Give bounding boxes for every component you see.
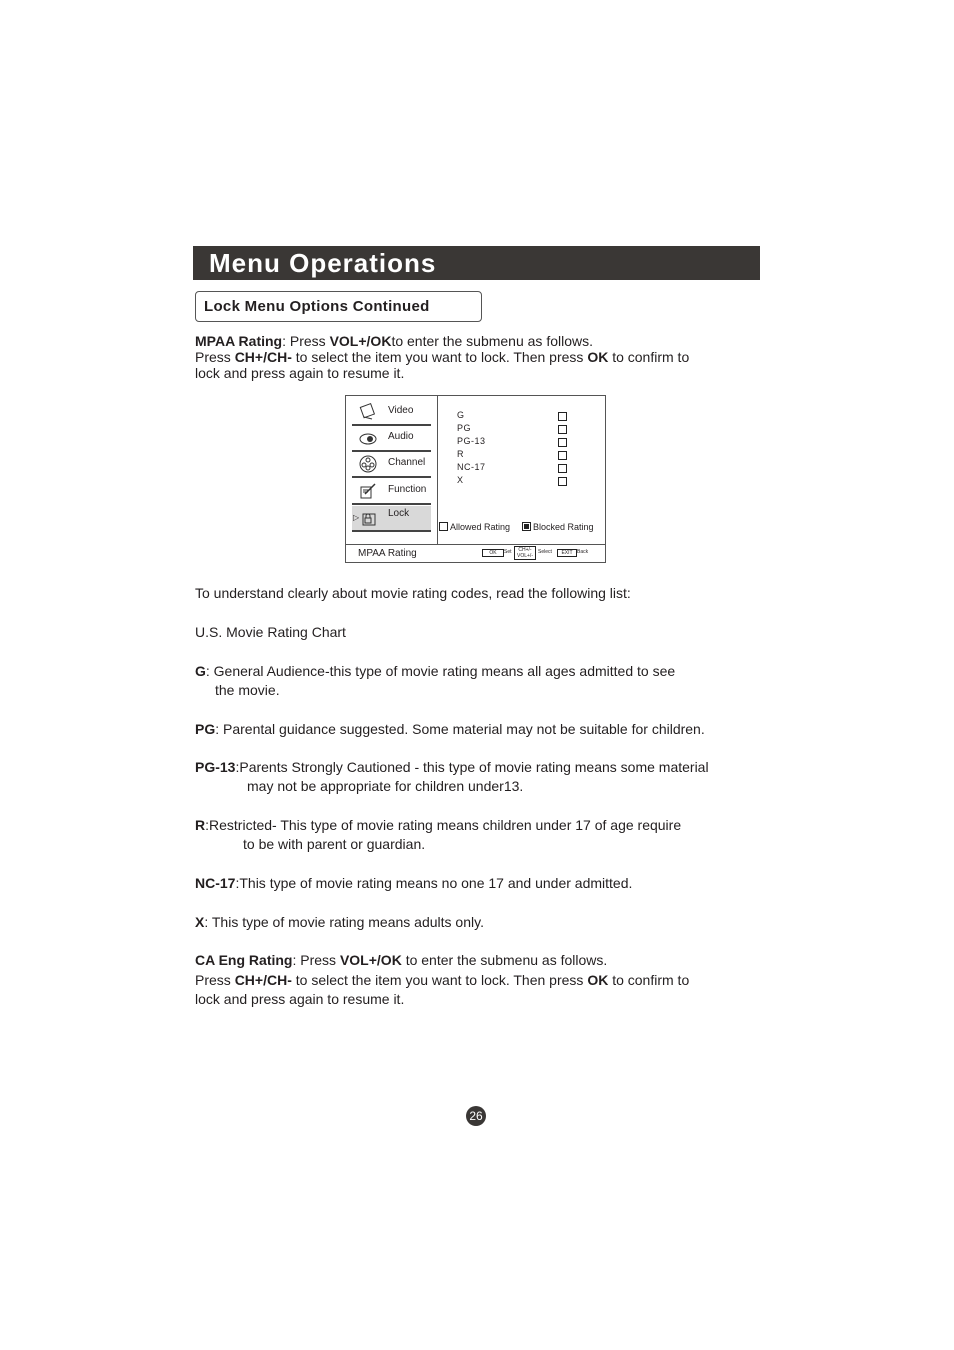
allowed-box-icon: [439, 522, 448, 531]
osd-item-lock[interactable]: Lock: [352, 506, 431, 532]
rating-desc-pg13: PG-13:Parents Strongly Cautioned - this type of movie rating means some material: [195, 759, 709, 775]
mpaa-intro-line-2: Press CH+/CH- to select the item you want to lock. Then press OK to confirm to: [195, 349, 690, 365]
rating-option-nc17[interactable]: NC-17: [457, 462, 486, 472]
osd-item-audio[interactable]: Audio: [352, 426, 431, 452]
list-intro: To understand clearly about movie rating codes, read the following list:: [195, 585, 631, 601]
rating-desc-g-cont: the movie.: [215, 682, 280, 698]
ok-key-label: Set: [504, 549, 512, 555]
osd-footer-title: MPAA Rating: [358, 548, 417, 559]
ca-intro-line-2: Press CH+/CH- to select the item you want to lock. Then press OK to confirm to: [195, 972, 690, 988]
rating-desc-g: G: General Audience-this type of movie rating means all ages admitted to see: [195, 663, 676, 679]
page-number: 26: [466, 1106, 486, 1126]
rating-option-r[interactable]: R: [457, 449, 464, 459]
rating-checkbox-x[interactable]: [558, 477, 567, 486]
osd-item-function[interactable]: Function: [352, 479, 431, 505]
osd-footer: [346, 544, 605, 563]
rating-desc-nc17: NC-17:This type of movie rating means no one 17 and under admitted.: [195, 875, 633, 891]
osd-item-channel[interactable]: Channel: [352, 452, 431, 478]
nav-key-label: Select: [538, 549, 552, 555]
lock-icon: [359, 509, 377, 527]
mpaa-intro-line-3: lock and press again to resume it.: [195, 365, 405, 381]
rating-checkbox-g[interactable]: [558, 412, 567, 421]
blocked-box-icon: [522, 522, 531, 531]
audio-icon: [359, 429, 377, 447]
nav-key: CH+/- VOL+/-: [514, 546, 536, 560]
header-bar: [193, 246, 760, 280]
ca-intro-line-3: lock and press again to resume it.: [195, 991, 405, 1007]
legend-blocked: Blocked Rating: [522, 522, 594, 532]
page-title: Menu Operations: [209, 248, 437, 278]
video-icon: [359, 403, 377, 421]
rating-option-pg13[interactable]: PG-13: [457, 436, 486, 446]
rating-option-g[interactable]: G: [457, 410, 465, 420]
rating-desc-r: R:Restricted- This type of movie rating means children under 17 of age require: [195, 817, 682, 833]
legend-allowed: Allowed Rating: [439, 522, 510, 532]
rating-desc-r-cont: to be with parent or guardian.: [243, 836, 426, 852]
ok-key: OK: [482, 549, 504, 557]
rating-option-x[interactable]: X: [457, 475, 464, 485]
rating-chart-title: U.S. Movie Rating Chart: [195, 624, 346, 640]
mpaa-intro-line-1: MPAA Rating: Press VOL+/OKto enter the submenu as follows.: [195, 333, 593, 349]
rating-option-pg[interactable]: PG: [457, 423, 472, 433]
osd-menu-screen: [345, 395, 606, 563]
section-title: Lock Menu Options Continued: [204, 298, 430, 315]
section-title-box: [195, 291, 482, 322]
rating-desc-pg13-cont: may not be appropriate for children under13.: [247, 778, 524, 794]
channel-icon: [359, 455, 377, 473]
osd-sidebar: [346, 396, 438, 544]
rating-checkbox-r[interactable]: [558, 451, 567, 460]
selection-arrow-icon: ▷: [353, 513, 360, 522]
exit-key: EXIT: [557, 549, 577, 557]
rating-checkbox-pg13[interactable]: [558, 438, 567, 447]
ca-intro-line-1: CA Eng Rating: Press VOL+/OK to enter the submenu as follows.: [195, 952, 608, 968]
rating-checkbox-nc17[interactable]: [558, 464, 567, 473]
exit-key-label: Back: [577, 549, 589, 555]
function-icon: [359, 482, 377, 500]
osd-item-video[interactable]: Video: [352, 400, 431, 426]
rating-desc-pg: PG: Parental guidance suggested. Some material may not be suitable for children.: [195, 721, 705, 737]
rating-checkbox-pg[interactable]: [558, 425, 567, 434]
rating-desc-x: X: This type of movie rating means adults only.: [195, 914, 484, 930]
